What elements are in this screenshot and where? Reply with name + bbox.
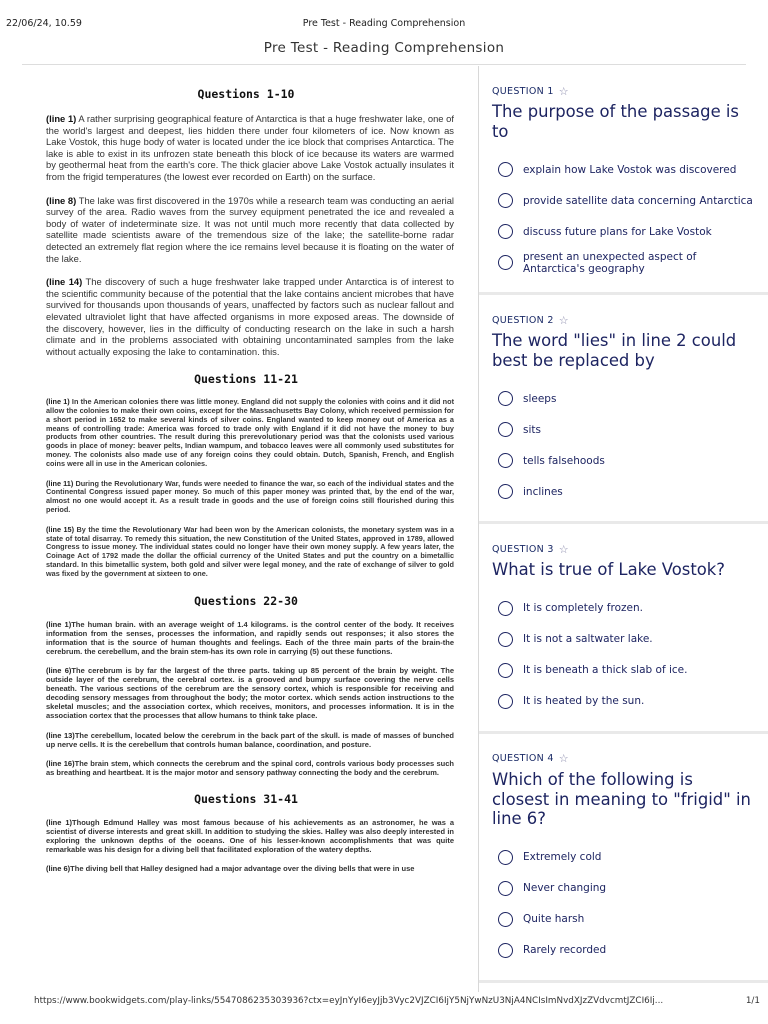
paragraph-text: By the time the Revolutionary War had been won by the American colonists, the monetary system was in a state of total disarray. To remedy this situation, the new Constitution of the United States, approved in 1789, allowed Congress to issue money. The individual states could no longer have their own money supply. A few years later, the Coinage Act of 1792 made the dollar the official currency of the United States and put the country on a bimetallic standard. In this bimetallic system, both gold and silver were legal money, and the rate of exchange of silver to gold was fixed by the government at sixteen to one. bbox=[46, 524, 454, 578]
answer-option[interactable] bbox=[492, 383, 754, 414]
answer-option[interactable] bbox=[492, 873, 754, 904]
paragraph-text: In the American colonies there was little money. England did not supply the colonies with coins and it did not allow the colonies to make their own coins, except for the Massachusetts Bay Colony, which received permission for a short period in 1652 to make several kinds of silver coins. England wanted to keep money out of America as a means of controlling trade: America was forced to trade only with England if it did not have the money to buy products from other countries. The result during this prerevolutionary period was that the colonists used various goods in place of money: beaver pelts, Indian wampum, and tobacco leaves were all commonly used substitutes for money. The colonists also made use of any foreign coins they could obtain. Dutch, Spanish, French, and English coins were all in use in the American colonies. bbox=[46, 397, 454, 468]
radio-button[interactable] bbox=[498, 453, 513, 468]
paragraph-text: The diving bell that Halley designed had a major advantage over the diving bells that were in use bbox=[70, 864, 415, 874]
option-text: It is completely frozen. bbox=[523, 602, 643, 615]
passage-paragraph bbox=[46, 480, 454, 515]
passages-panel[interactable] bbox=[30, 72, 462, 990]
option-text: It is heated by the sun. bbox=[523, 695, 645, 708]
radio-button[interactable] bbox=[498, 850, 513, 865]
question-label bbox=[492, 542, 754, 556]
paragraph-text: During the Revolutionary War, funds were needed to finance the war, so each of the individual states and the Continental Congress issued paper money. So much of this paper money was printed that, by the end of the war, almost no one would accept it. As a result trade in goods and the use of foreign coins still flourished during this period. bbox=[46, 478, 454, 515]
radio-button[interactable] bbox=[498, 255, 513, 270]
option-text: It is beneath a thick slab of ice. bbox=[523, 664, 688, 677]
radio-button[interactable] bbox=[498, 663, 513, 678]
line-reference: (line 16) bbox=[46, 758, 75, 768]
option-text: It is not a saltwater lake. bbox=[523, 633, 653, 646]
passage-paragraph bbox=[46, 195, 454, 265]
print-title: Pre Test - Reading Comprehension bbox=[302, 18, 466, 29]
passage-paragraph bbox=[46, 731, 454, 749]
print-page-number: 1/1 bbox=[745, 996, 760, 1006]
question-number: QUESTION 1 bbox=[492, 85, 554, 97]
option-text: provide satellite data concerning Antarctica bbox=[523, 194, 753, 207]
radio-button[interactable] bbox=[498, 484, 513, 499]
print-header bbox=[0, 0, 768, 36]
answer-option[interactable] bbox=[492, 445, 754, 476]
passage-heading: Questions 22-30 bbox=[194, 593, 298, 608]
answer-option[interactable] bbox=[492, 154, 754, 185]
radio-button[interactable] bbox=[498, 224, 513, 239]
option-text: Extremely cold bbox=[523, 851, 602, 864]
question-number: QUESTION 3 bbox=[492, 543, 554, 555]
radio-button[interactable] bbox=[498, 632, 513, 647]
answer-option[interactable] bbox=[492, 216, 754, 247]
option-text: Never changing bbox=[523, 882, 607, 895]
line-reference: (line 11) bbox=[46, 478, 74, 488]
radio-button[interactable] bbox=[498, 162, 513, 177]
radio-button[interactable] bbox=[498, 694, 513, 709]
question-number: QUESTION 2 bbox=[492, 314, 554, 326]
passage-heading: Questions 1-10 bbox=[197, 87, 295, 101]
question-card bbox=[479, 295, 768, 524]
line-reference: (line 1) bbox=[46, 817, 73, 827]
paragraph-text: The lake was first discovered in the 1970s while a research team was conducting an aerial survey of the area. Radio waves from the survey equipment penetrated the ice and revealed a body of water of indeterminate size. It was not until much more recently that data collected by satellite made scientists aware of the tremendous size of the lake; the satellite-borne radar detected an extremely flat region where the ice remains level because it is floating on the water of the lake. bbox=[46, 194, 454, 264]
passage-paragraph bbox=[46, 113, 454, 183]
radio-button[interactable] bbox=[498, 193, 513, 208]
passage-paragraph bbox=[46, 666, 454, 721]
passage-paragraph bbox=[46, 759, 454, 777]
passage-paragraph bbox=[46, 398, 454, 468]
answer-option[interactable] bbox=[492, 185, 754, 216]
print-datetime: 22/06/24, 10.59 bbox=[6, 18, 82, 29]
answer-option[interactable] bbox=[492, 655, 754, 686]
passage-paragraph bbox=[46, 818, 454, 854]
passage-heading: Questions 31-41 bbox=[194, 791, 298, 806]
paragraph-text: A rather surprising geographical feature of Antarctica is that a huge freshwater lake, one of the world's largest and deepest, lies hidden there under four kilometers of ice. Now known as Lake Vostok, this huge body of water is located under the ice block that comprises Antarctica. The lake is able to exist in its unfrozen state beneath this block of ice because its waters are warmed by geothermal heat from the earth's core. The thick glacier above Lake Vostok actually insulates it from the frigid temperatures (the lowest ever recorded on Earth) on the surface. bbox=[46, 113, 454, 182]
option-text: sits bbox=[523, 423, 541, 436]
question-prompt: What is true of Lake Vostok? bbox=[492, 560, 725, 580]
line-reference: (line 14) bbox=[46, 276, 83, 288]
line-reference: (line 15) bbox=[46, 524, 75, 534]
question-label bbox=[492, 752, 754, 766]
paragraph-text: The human brain. with an average weight of 1.4 kilograms. is the control center of the body. It receives information from the senses, processes the information, and rapidly sends out responses; it also stores the information that is the source of human thoughts and feelings. Each of the three main parts of the brain-the cerebrum. the cerebellum, and the brain stem-has its own role in carrying (5) out these functions. bbox=[46, 619, 454, 656]
radio-button[interactable] bbox=[498, 601, 513, 616]
line-reference: (line 1) bbox=[46, 619, 72, 629]
question-prompt: Which of the following is closest in meaning to "frigid" in line 6? bbox=[492, 769, 751, 829]
answer-option[interactable] bbox=[492, 842, 754, 873]
radio-button[interactable] bbox=[498, 881, 513, 896]
paragraph-text: The cerebellum, located below the cerebrum in the back part of the skull. is made of masses of bunched up nerve cells. It is the cerebellum that controls human balance, coordination, and posture. bbox=[46, 730, 455, 749]
star-icon[interactable]: ☆ bbox=[558, 84, 569, 98]
passage-paragraph bbox=[46, 864, 454, 873]
paragraph-text: The discovery of such a huge freshwater lake trapped under Antarctica is of interest to the scientific community because of the potential that the lake contains ancient microbes that have survived for thousands upon thousands of years, unaffected by factors such as nuclear fallout and elevated ultraviolet light that have affected organisms in more exposed areas. The downside of the discovery, however, lies in the difficulty of conducting research on the lake in such a harsh climate and in the problems associated with obtaining uncontaminated samples from the lake without actually exposing the lake to contamination. this. bbox=[46, 276, 454, 357]
radio-button[interactable] bbox=[498, 391, 513, 406]
question-card bbox=[479, 66, 768, 295]
question-card bbox=[479, 524, 768, 734]
question-prompt: The purpose of the passage is to bbox=[492, 102, 739, 141]
radio-button[interactable] bbox=[498, 943, 513, 958]
radio-button[interactable] bbox=[498, 422, 513, 437]
answer-option[interactable] bbox=[492, 904, 754, 935]
answer-option[interactable] bbox=[492, 593, 754, 624]
answer-option[interactable] bbox=[492, 247, 754, 278]
line-reference: (line 6) bbox=[46, 864, 71, 874]
answer-option[interactable] bbox=[492, 935, 754, 966]
answer-option[interactable] bbox=[492, 476, 754, 507]
answer-option[interactable] bbox=[492, 414, 754, 445]
line-reference: (line 8) bbox=[46, 194, 77, 206]
option-text: Quite harsh bbox=[523, 913, 585, 926]
print-url: https://www.bookwidgets.com/play-links/5547086235303936?ctx=eyJnYyI6eyJjb3Vyc2VJZCI6IjY5NjYwNzU3NjA4NCIsImNvdXJzZVdvcmtJZCI6Ij... bbox=[34, 996, 664, 1006]
question-label bbox=[492, 313, 754, 327]
option-text: discuss future plans for Lake Vostok bbox=[523, 225, 712, 238]
passage-paragraph bbox=[46, 276, 454, 357]
star-icon[interactable]: ☆ bbox=[558, 313, 569, 327]
option-text: sleeps bbox=[523, 392, 557, 405]
page-title: Pre Test - Reading Comprehension bbox=[263, 40, 505, 56]
question-label bbox=[492, 84, 754, 98]
option-text: tells falsehoods bbox=[523, 454, 605, 467]
questions-panel[interactable] bbox=[479, 66, 768, 992]
line-reference: (line 13) bbox=[46, 730, 75, 740]
line-reference: (line 6) bbox=[46, 666, 72, 675]
question-card bbox=[479, 734, 768, 983]
answer-option[interactable] bbox=[492, 624, 754, 655]
question-number: QUESTION 4 bbox=[492, 753, 554, 765]
passage-heading: Questions 11-21 bbox=[194, 372, 298, 387]
line-reference: (line 1) bbox=[46, 397, 70, 407]
option-text: present an unexpected aspect of Antarctica's geography bbox=[523, 250, 697, 275]
passage-paragraph bbox=[46, 526, 454, 579]
paragraph-text: The cerebrum is by far the largest of the three parts. taking up 85 percent of the brain by weight. The outside layer of the cerebrum, the cerebral cortex. is a grooved and bumpy surface covering the nerve cells beneath. The various sections of the cerebrum are the sensory cortex, which is responsible for receiving and decoding sensory messages from throughout the body; the motor cortex. which sends action instructions to the skeletal muscles; and the association cortex, which receives, monitors, and processes information. It is in the association cortex that the processes that allow humans to think take place. bbox=[46, 666, 454, 721]
paragraph-text: Though Edmund Halley was most famous because of his achievements as an astronomer, he was a scientist of diverse interests and great skill. In addition to studying the skies. Halley was also deeply interested in exploring the unknown depths of the oceans. One of his lesser-known accomplishments that was quite remarkable was his design for a diving bell that facilitated exploration of the watery depths. bbox=[46, 817, 455, 855]
print-footer bbox=[0, 996, 768, 1012]
option-text: inclines bbox=[523, 485, 563, 498]
star-icon[interactable]: ☆ bbox=[558, 752, 569, 766]
title-divider bbox=[22, 64, 746, 65]
radio-button[interactable] bbox=[498, 912, 513, 927]
line-reference: (line 1) bbox=[46, 113, 77, 124]
question-prompt: The word "lies" in line 2 could best be replaced by bbox=[492, 331, 737, 370]
passage-paragraph bbox=[46, 620, 454, 656]
option-text: Rarely recorded bbox=[523, 944, 607, 957]
answer-option[interactable] bbox=[492, 686, 754, 717]
paragraph-text: The brain stem, which connects the cerebrum and the spinal cord, controls various body processes such as breathing and heartbeat. It is the major motor and sensory pathway connecting the body and the cerebrum. bbox=[46, 758, 455, 777]
star-icon[interactable]: ☆ bbox=[558, 542, 569, 556]
option-text: explain how Lake Vostok was discovered bbox=[523, 163, 737, 176]
